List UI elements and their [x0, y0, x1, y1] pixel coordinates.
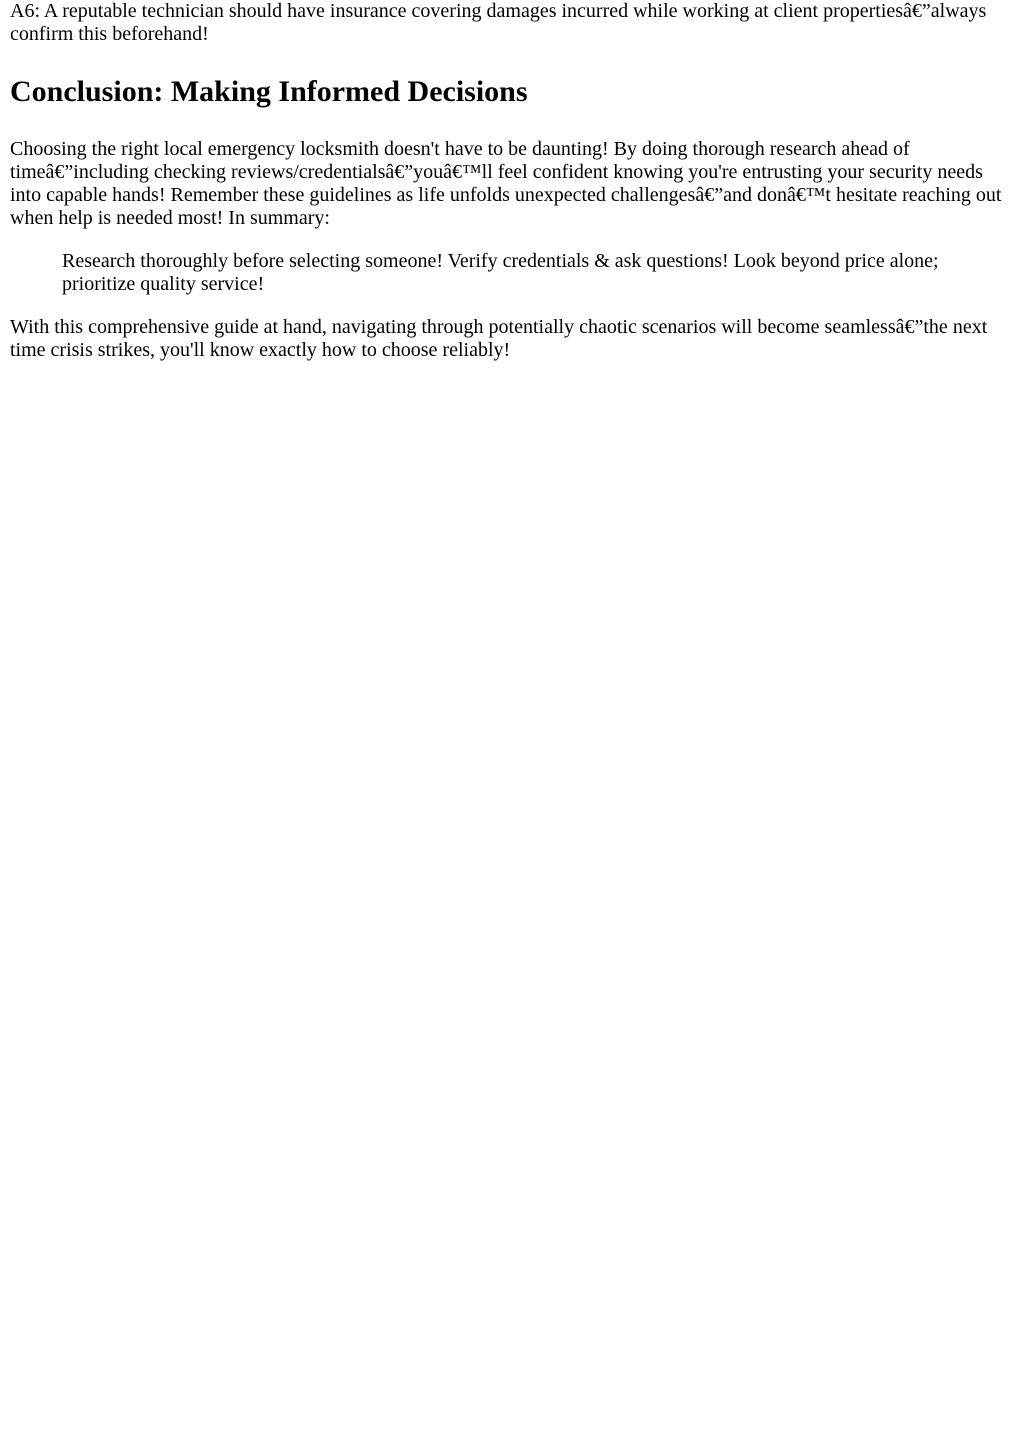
closing-paragraph: With this comprehensive guide at hand, navigating through potentially chaotic scenarios will become seamlessâ€”the next time crisis strikes, you'll know exactly how to choose reliably! — [10, 316, 988, 361]
conclusion-heading: Conclusion: Making Informed Decisions — [10, 75, 528, 108]
document-page — [0, 0, 1024, 362]
faq-answer-a6: A6: A reputable technician should have insurance covering damages incurred while working at client propertiesâ€”always confirm this beforehand! — [10, 0, 987, 45]
conclusion-paragraph: Choosing the right local emergency locksmith doesn't have to be daunting! By doing thorough research ahead of timeâ€”including checking reviews/credentialsâ€”youâ€™ll feel confident knowing you're entrusting your security needs into capable hands! Remember these guidelines as life unfolds unexpected challengesâ€”and donâ€™t hesitate reaching out when help is needed most! In summary: — [10, 138, 1002, 229]
summary-blockquote: Research thoroughly before selecting someone! Verify credentials & ask questions! Look beyond price alone; prioritize quality service! — [62, 250, 939, 295]
